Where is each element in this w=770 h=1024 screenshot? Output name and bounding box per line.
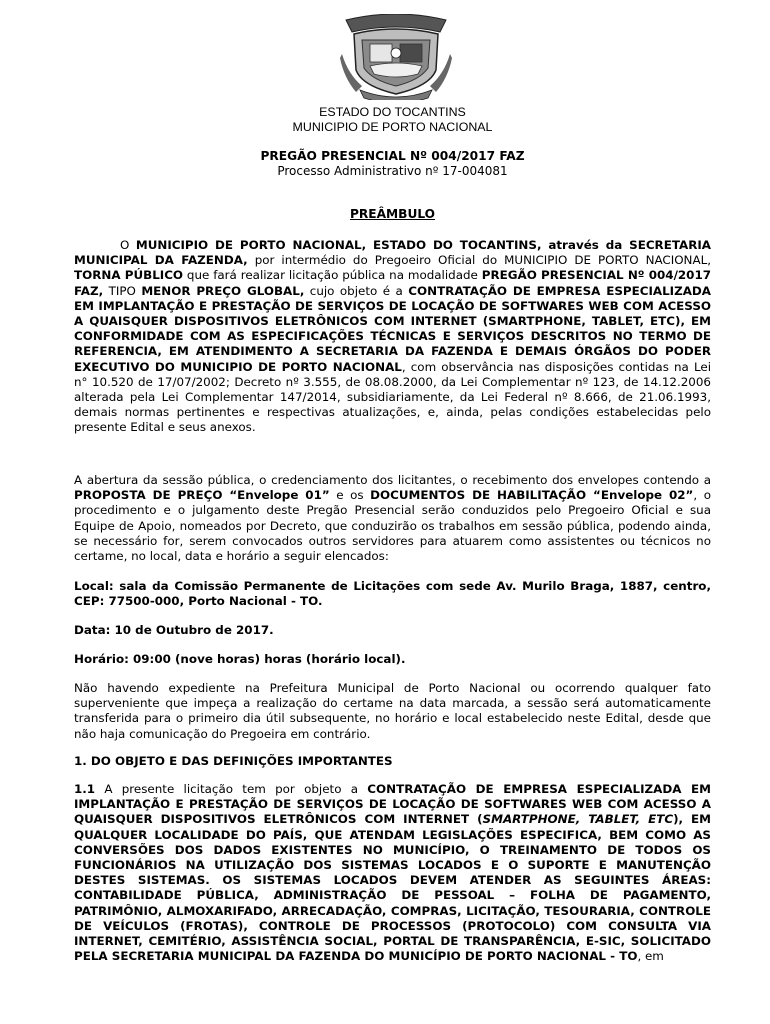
p2-text-run: DOCUMENTOS DE HABILITAÇÃO “Envelope 02” [370,488,694,503]
municipality-heading: MUNICIPIO DE PORTO NACIONAL [292,120,493,134]
p1-text-run: por intermédio do Pregoeiro Oficial do MUNICIPIO DE PORTO NACIONAL, [247,253,711,268]
process-number: Processo Administrativo nº 17-004081 [277,164,508,178]
p1-text-run: O [120,238,136,252]
preamble-paragraph [74,238,711,436]
p1-text-run: , com observância nas disposições contidas na Lei n° 10.520 de 17/07/2002; Decreto nº 3.555, de 08.08.2000, da Lei Complementar nº 123, de 14.12.2006 alterada pela Lei Complementar 147/2014, subsidiariamente, da Lei Federal nº 8.666, de 21.06.1993, demais normas pertinentes e respectivas atualizações, e, ainda, pelas condições estabelecidas pelo presente Edital e seus anexos. [74,359,711,435]
p1-text-run: TORNA PÚBLICO [74,268,184,283]
p2-text-run: , o procedimento e o julgamento deste Pregão Presencial serão conduzidos pelo Pregoeiro Oficial e sua Equipe de Apoio, nomeados por Decreto, que conduzirão os trabalhos em sessão pública, podendo ainda, se necessário for, serem convocados outros servidores para atuarem como assistentes ou técnicos no certame, no local, data e horário a seguir elencados: [74,488,711,564]
p8-text-run: SMARTPHONE, TABLET, ETC [482,812,674,827]
p8-text-run: 1.1 [74,782,96,796]
p3-text-run: Local: sala da Comissão Permanente de Licitações com sede Av. Murilo Braga, 1887, centro, CEP: 77500-000, Porto Nacional - TO. [74,579,711,609]
p1-text-run: CONTRATAÇÃO DE EMPRESA ESPECIALIZADA EM IMPLANTAÇÃO E PRESTAÇÃO DE SERVIÇOS DE LOCAÇÃO DE SOFTWARES WEB COM ACESSO A QUAISQUER DISPOSITIVOS ELETRÔNICOS COM INTERNET (SMARTPHONE, TABLET, ETC), EM CONFORMIDADE COM AS ESPECIFICAÇÕES TÉCNICAS E SERVIÇOS DESCRITOS NO TERMO DE REFERENCIA, EM ATENDIMENTO A SECRETARIA DA FAZENDA E DEMAIS ÓRGÃOS DO PODER EXECUTIVO DO MUNICIPIO DE PORTO NACIONAL [74,283,711,374]
p6-text-run: Não havendo expediente na Prefeitura Municipal de Porto Nacional ou ocorrendo qualquer fato superveniente que impeça a realização do certame na data marcada, a sessão será automaticamente transferida para o primeiro dia útil subsequente, no horário e local estabelecido neste Edital, desde que não haja comunicação do Pregoeira em contrário. [74,681,711,741]
session-paragraph [74,473,711,564]
preamble-heading: PREÂMBULO [349,207,436,221]
state-heading: ESTADO DO TOCANTINS [319,105,466,119]
location-line [74,579,711,609]
section-1-heading [74,754,711,769]
date-line [74,623,711,638]
p4-text-run: Data: 10 de Outubro de 2017. [74,623,274,637]
p8-text-run: ), EM QUALQUER LOCALIDADE DO PAÍS, QUE ATENDAM LEGISLAÇÕES ESPECIFICA, BEM COMO AS CONVERSÕES DOS DADOS EXISTENTES NO MUNICÍPIO, O TREINAMENTO DE TODOS OS FUNCIONÁRIOS NA UTILIZAÇÃO DOS SISTEMAS LOCADOS E O SUPORTE E MANUTENÇÃO DESTES SISTEMAS. OS SISTEMAS LOCADOS DEVEM ATENDER AS SEGUINTES ÁREAS: CONTABILIDADE PÚBLICA, ADMINISTRAÇÃO DE PESSOAL – FOLHA DE PAGAMENTO, PATRIMÔNIO, ALMOXARIFADO, ARRECADAÇÃO, COMPRAS, LICITAÇÃO, TESOURARIA, CONTROLE DE VEÍCULOS (FROTAS), CONTROLE DE PROCESSOS (PROTOCOLO) COM CONSULTA VIA INTERNET, CEMITÉRIO, ASSISTÊNCIA SOCIAL, PORTAL DE TRANSPARÊNCIA, E-SIC, SOLICITADO PELA SECRETARIA MUNICIPAL DA FAZENDA DO MUNICÍPIO DE PORTO NACIONAL - TO [74,812,711,964]
p1-text-run: cujo objeto é a [304,283,409,298]
p5-text-run: Horário: 09:00 (nove horas) horas (horário local). [74,652,406,666]
p2-text-run: e os [329,488,371,503]
p8-text-run: , em [637,949,664,964]
p1-text-run: MUNICIPIO DE PORTO NACIONAL, ESTADO DO TOCANTINS, através da SECRETARIA MUNICIPAL DA FAZENDA, [74,238,712,268]
time-line [74,652,711,667]
p2-text-run: PROPOSTA DE PREÇO “Envelope 01” [74,488,330,503]
p1-text-run: PREGÃO PRESENCIAL Nº 004/2017 FAZ, [74,268,712,298]
p2-text-run: A abertura da sessão pública, o credenciamento dos licitantes, o recebimento dos envelopes contendo a [74,473,711,487]
pregao-title: PREGÃO PRESENCIAL Nº 004/2017 FAZ [260,149,525,163]
municipal-coat-of-arms [340,14,452,100]
p1-text-run: MENOR PREÇO GLOBAL, [141,283,305,298]
p1-text-run: TIPO [103,283,142,298]
p7-text-run: 1. DO OBJETO E DAS DEFINIÇÕES IMPORTANTES [74,754,393,768]
p8-text-run: A presente licitação tem por objeto a [95,782,368,796]
item-1-1-paragraph [74,782,711,964]
p8-text-run: CONTRATAÇÃO DE EMPRESA ESPECIALIZADA EM IMPLANTAÇÃO E PRESTAÇÃO DE SERVIÇOS DE LOCAÇÃO DE SOFTWARES WEB COM ACESSO A QUAISQUER DISPOSITIVOS ELETRÔNICOS COM INTERNET ( [74,782,711,827]
no-business-day-paragraph [74,681,711,742]
p1-text-run: que fará realizar licitação pública na modalidade [183,268,482,283]
